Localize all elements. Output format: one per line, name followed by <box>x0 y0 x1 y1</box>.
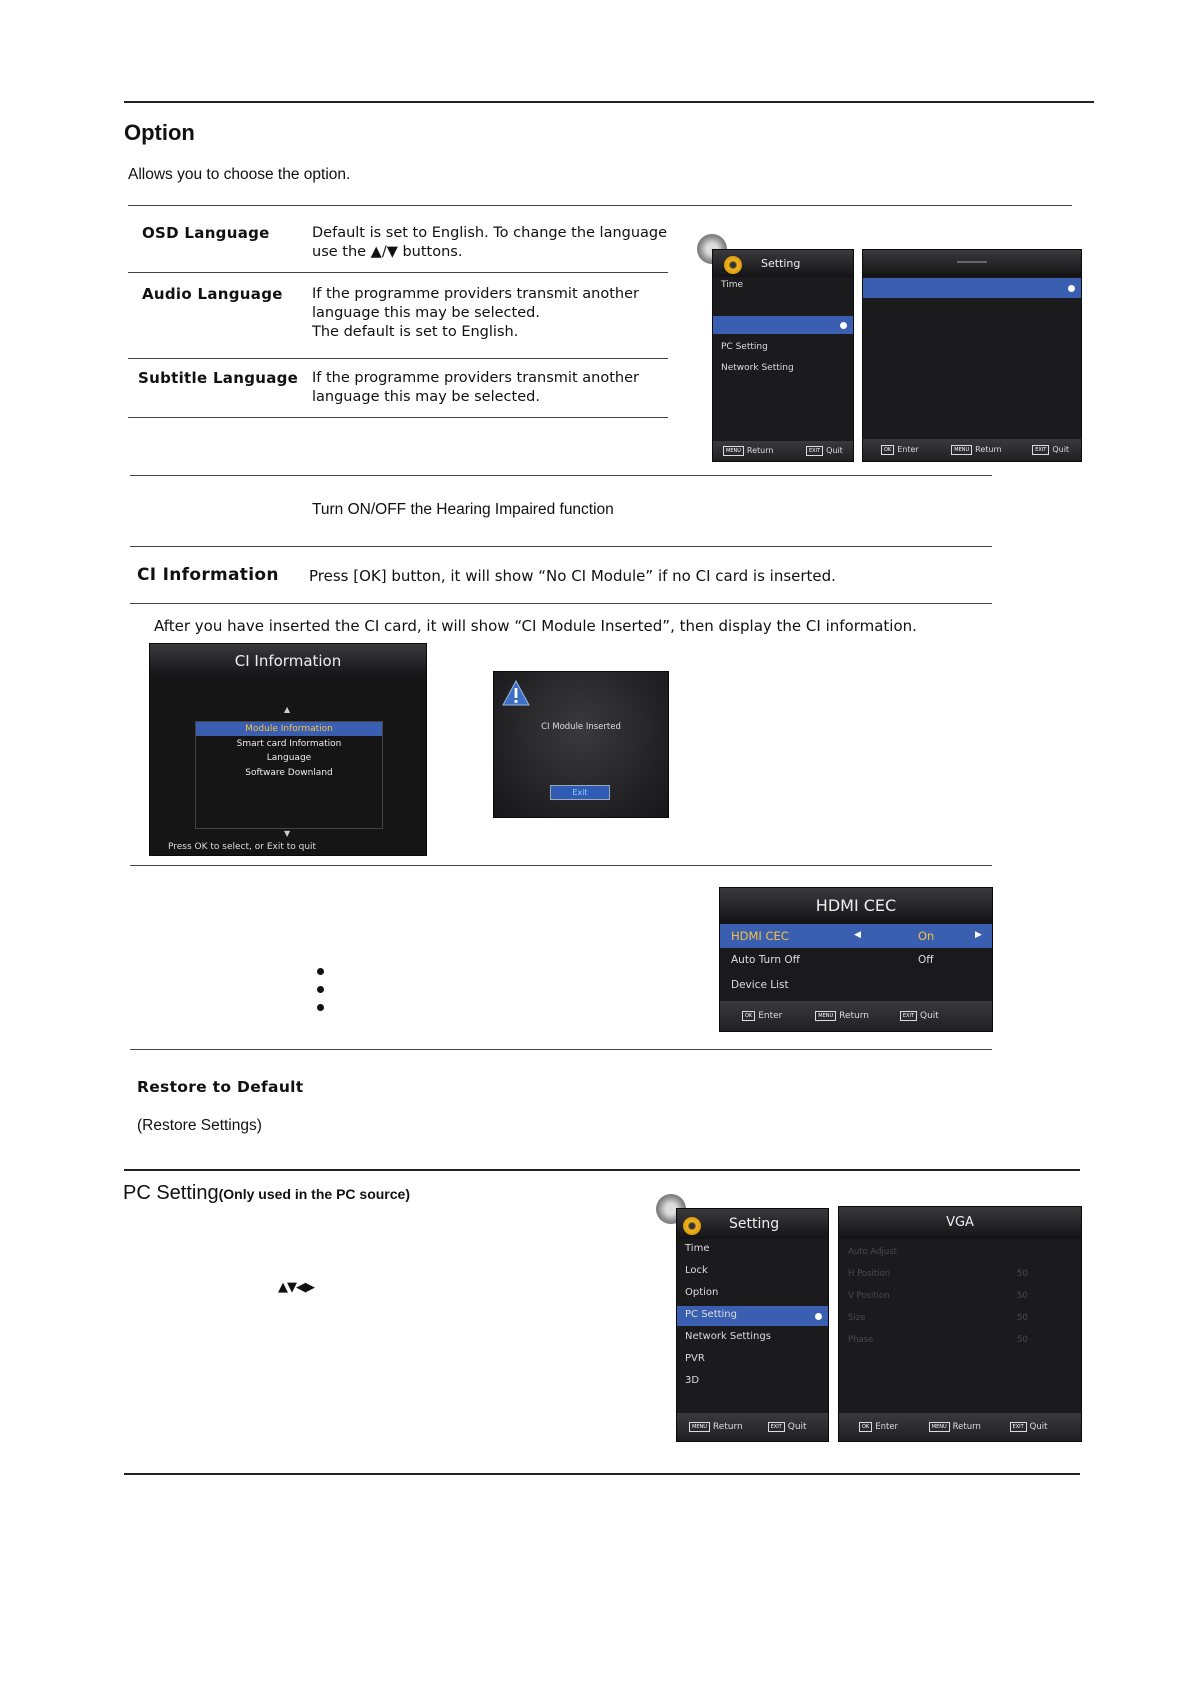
footer-quit[interactable] <box>900 1011 939 1021</box>
footer-label: Enter <box>897 445 919 454</box>
footer-quit[interactable] <box>806 446 843 455</box>
setting-menu-title: Setting <box>761 257 801 270</box>
vga-row-h-position[interactable] <box>839 1269 1081 1287</box>
footer-label: Quit <box>1052 445 1070 454</box>
selected-dot-icon <box>1068 285 1075 292</box>
value-right-arrow-icon[interactable]: ▶ <box>975 930 982 940</box>
section-rule <box>124 1169 1080 1171</box>
exit-key-icon: EXIT <box>1010 1422 1027 1432</box>
hearing-impaired-desc: Turn ON/OFF the Hearing Impaired function <box>312 501 614 518</box>
vga-menu-header <box>839 1207 1081 1239</box>
option-menu-header <box>863 250 1081 277</box>
vga-row-value: 50 <box>1017 1291 1028 1301</box>
desc-line: Default is set to English. To change the language <box>312 225 668 241</box>
hdmi-cec-row-selected[interactable] <box>720 924 992 948</box>
exit-key-icon: EXIT <box>900 1011 917 1021</box>
rule <box>130 546 992 547</box>
ci-menu-list <box>195 721 383 829</box>
ci-after-desc: After you have inserted the CI card, it will show “CI Module Inserted”, then display the CI information. <box>154 617 917 635</box>
navigation-arrows-icon: ▲▼◀▶ <box>278 1280 314 1295</box>
footer-label: Return <box>712 1422 743 1432</box>
setting-menu-2-panel <box>676 1208 829 1442</box>
ci-menu-hint: Press OK to select, or Exit to quit <box>168 842 317 852</box>
vga-row-v-position[interactable] <box>839 1291 1081 1309</box>
setting-menu-2-title: Setting <box>729 1216 780 1232</box>
option-intro: Allows you to choose the option. <box>128 166 351 183</box>
vga-row-label: Phase <box>848 1335 874 1345</box>
footer-label: Return <box>839 1011 870 1021</box>
footer-return[interactable] <box>929 1422 981 1432</box>
menu-item-time[interactable]: Time <box>685 1243 710 1254</box>
hdmi-cec-row-label: HDMI CEC <box>731 929 789 943</box>
ok-key-icon: OK <box>742 1011 755 1021</box>
rule <box>130 603 992 604</box>
menu-item-pvr[interactable]: PVR <box>685 1353 705 1364</box>
footer-label: Return <box>746 446 774 455</box>
audio-language-desc <box>312 285 639 342</box>
osd-language-label: OSD Language <box>142 224 270 242</box>
ci-item-module-information[interactable]: Module Information <box>196 722 382 736</box>
ci-information-label: CI Information <box>137 565 279 585</box>
ok-key-icon: OK <box>859 1422 872 1432</box>
rule <box>128 272 668 273</box>
footer-label: Enter <box>875 1422 899 1432</box>
restore-settings-sub: (Restore Settings) <box>137 1117 262 1134</box>
menu-item-3d[interactable]: 3D <box>685 1375 700 1386</box>
pc-setting-subtitle: (Only used in the PC source) <box>218 1186 410 1202</box>
vga-menu-title: VGA <box>946 1215 974 1230</box>
hdmi-cec-row-value: On <box>918 929 935 943</box>
bullet <box>317 986 324 993</box>
footer-label: Return <box>952 1422 981 1432</box>
menu-key-icon: MENU <box>723 446 744 456</box>
vga-menu-footer <box>839 1413 1081 1441</box>
footer-quit[interactable] <box>768 1422 807 1432</box>
footer-enter[interactable] <box>859 1422 898 1432</box>
selected-dot-icon <box>815 1313 822 1320</box>
menu-key-icon: MENU <box>815 1011 836 1021</box>
option-menu-footer <box>863 439 1081 461</box>
top-rule <box>124 101 1094 103</box>
footer-label: Return <box>975 445 1002 454</box>
rule <box>128 358 668 359</box>
scroll-down-icon[interactable]: ▼ <box>284 829 291 838</box>
scroll-up-icon[interactable]: ▲ <box>284 705 291 714</box>
warning-icon <box>502 680 530 706</box>
option-menu-panel <box>862 249 1082 462</box>
desc-line: The default is set to English. <box>312 324 519 340</box>
auto-turn-off-row[interactable] <box>720 949 992 973</box>
menu-item-option[interactable]: Option <box>685 1287 719 1298</box>
hdmi-cec-title: HDMI CEC <box>815 896 897 915</box>
subtitle-language-desc <box>312 369 639 407</box>
setting-menu-panel <box>712 249 854 462</box>
desc-line: language this may be selected. <box>312 305 540 321</box>
ok-key-icon: OK <box>881 445 894 455</box>
pc-setting-heading <box>123 1182 410 1205</box>
footer-quit[interactable] <box>1010 1422 1048 1432</box>
subtitle-language-label: Subtitle Language <box>138 369 299 387</box>
setting-menu-footer <box>713 441 853 461</box>
settings-gear-icon <box>724 256 742 274</box>
rule <box>128 205 1072 206</box>
menu-item-label: PC Setting <box>685 1309 737 1320</box>
osd-language-desc <box>312 224 667 262</box>
device-list-row[interactable] <box>720 974 992 998</box>
desc-line: If the programme providers transmit another <box>312 286 639 302</box>
footer-label: Quit <box>1029 1422 1048 1432</box>
audio-language-label: Audio Language <box>142 285 283 303</box>
menu-item-network-settings[interactable]: Network Settings <box>685 1331 771 1342</box>
vga-row-value: 50 <box>1017 1313 1028 1323</box>
footer-return[interactable] <box>951 445 1001 454</box>
menu-key-icon: MENU <box>689 1422 710 1432</box>
ci-dialog-message: CI Module Inserted <box>541 722 621 732</box>
exit-key-icon: EXIT <box>768 1422 785 1432</box>
footer-enter[interactable] <box>742 1011 782 1021</box>
ci-item-smart-card-information[interactable]: Smart card Information <box>236 739 342 749</box>
ci-information-desc: Press [OK] button, it will show “No CI Module” if no CI card is inserted. <box>309 567 836 585</box>
vga-row-value: 50 <box>1017 1269 1028 1279</box>
vga-row-label: Size <box>848 1313 866 1323</box>
menu-item-network-setting[interactable]: Network Setting <box>721 363 794 373</box>
settings-gear-icon <box>683 1217 701 1235</box>
footer-label: Quit <box>920 1011 939 1021</box>
auto-turn-off-label: Auto Turn Off <box>731 954 800 966</box>
footer-return[interactable] <box>689 1422 743 1432</box>
ci-menu-title: CI Information <box>234 652 342 670</box>
menu-item-pc-setting[interactable]: PC Setting <box>721 342 768 352</box>
value-left-arrow-icon[interactable]: ◀ <box>854 930 861 940</box>
ci-dialog-exit-button[interactable]: Exit <box>550 785 610 800</box>
vga-menu-panel <box>838 1206 1082 1442</box>
rule <box>130 1049 992 1050</box>
ci-menu-panel <box>149 643 427 856</box>
ci-item-language[interactable]: Language <box>266 753 312 763</box>
hdmi-cec-panel <box>719 887 993 1032</box>
menu-item-pc-setting-selected[interactable] <box>677 1306 828 1326</box>
vga-row-label: Auto Adjust <box>848 1247 898 1257</box>
ci-item-software-downland[interactable]: Software Downland <box>245 768 333 778</box>
footer-return[interactable] <box>723 446 773 455</box>
footer-enter[interactable] <box>881 445 919 454</box>
hdmi-cec-footer <box>720 1001 992 1031</box>
rule <box>130 475 992 476</box>
footer-quit[interactable] <box>1032 445 1069 454</box>
footer-label: Enter <box>758 1011 783 1021</box>
desc-line: If the programme providers transmit another <box>312 370 639 386</box>
exit-key-icon: EXIT <box>1032 445 1049 455</box>
vga-row-label: V Position <box>848 1291 890 1301</box>
selected-dot-icon <box>840 322 847 329</box>
rule <box>130 865 992 866</box>
exit-key-icon: EXIT <box>806 446 823 456</box>
desc-line: use the ▲/▼ buttons. <box>312 244 463 260</box>
footer-label: Quit <box>826 446 843 455</box>
menu-item-time[interactable]: Time <box>721 280 744 290</box>
pc-setting-title: PC Setting <box>123 1182 219 1204</box>
vga-row-phase[interactable] <box>839 1335 1081 1353</box>
desc-line: language this may be selected. <box>312 389 540 405</box>
bullet <box>317 1004 324 1011</box>
restore-default-label: Restore to Default <box>137 1078 304 1096</box>
option-title: Option <box>124 120 195 145</box>
auto-turn-off-value: Off <box>918 954 934 966</box>
option-menu-selected-row[interactable] <box>863 278 1081 298</box>
setting-menu-2-footer <box>677 1413 828 1441</box>
vga-row-auto-adjust[interactable] <box>839 1247 1081 1265</box>
vga-row-size[interactable] <box>839 1313 1081 1331</box>
hdmi-cec-header <box>720 888 992 924</box>
footer-label: Quit <box>787 1422 807 1432</box>
menu-key-icon: MENU <box>929 1422 950 1432</box>
bullet <box>317 968 324 975</box>
header-divider <box>957 261 987 263</box>
vga-row-value: 50 <box>1017 1335 1028 1345</box>
bottom-rule <box>124 1473 1080 1475</box>
menu-key-icon: MENU <box>951 445 972 455</box>
menu-item-lock[interactable]: Lock <box>685 1265 708 1276</box>
vga-row-label: H Position <box>848 1269 891 1279</box>
device-list-label: Device List <box>731 979 789 991</box>
menu-item-option-selected[interactable] <box>713 316 853 334</box>
rule <box>128 417 668 418</box>
ci-dialog-panel <box>493 671 669 818</box>
ci-menu-header <box>150 644 426 678</box>
footer-return[interactable] <box>815 1011 869 1021</box>
